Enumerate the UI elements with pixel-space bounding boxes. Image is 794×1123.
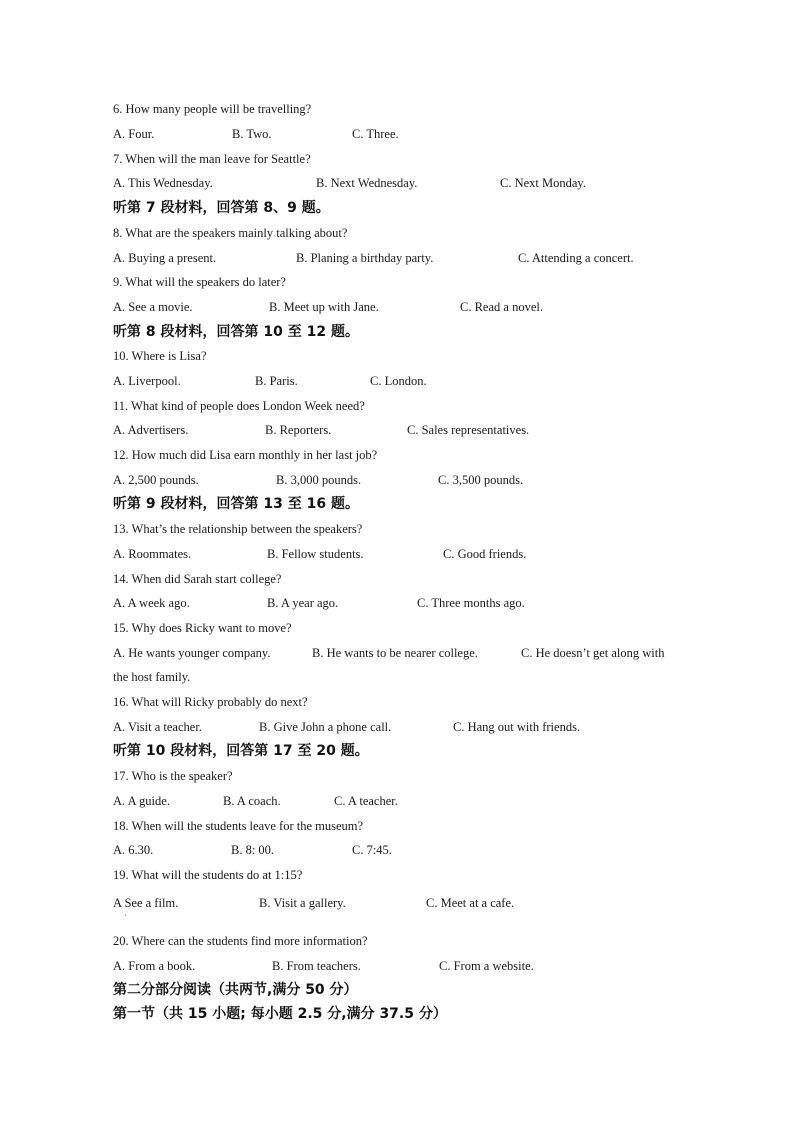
- question-15: 15. Why does Ricky want to move?: [113, 621, 292, 635]
- q16-option-a: A. Visit a teacher.: [113, 720, 202, 734]
- q15-option-c: C. He doesn’t get along with: [521, 646, 665, 660]
- q13-option-a: A. Roommates.: [113, 547, 192, 561]
- q12-option-c: C. 3,500 pounds.: [438, 473, 524, 487]
- q8-option-a: A. Buying a present.: [113, 251, 217, 265]
- q16-option-b: B. Give John a phone call.: [259, 720, 392, 734]
- q15-option-a: A. He wants younger company.: [113, 646, 271, 660]
- question-20: 20. Where can the students find more information?: [113, 934, 368, 948]
- q9-option-b: B. Meet up with Jane.: [269, 300, 379, 314]
- section-one-heading: 第一节（共 15 小题; 每小题 2.5 分,满分 37.5 分）: [113, 1006, 447, 1022]
- q12-option-b: B. 3,000 pounds.: [276, 473, 362, 487]
- q19-option-a: A See a film.: [113, 896, 179, 910]
- q17-option-a: A. A guide.: [113, 794, 170, 808]
- q17-option-b: B. A coach.: [223, 794, 281, 808]
- q12-option-a: A. 2,500 pounds.: [113, 473, 199, 487]
- q7-option-a: A. This Wednesday.: [113, 176, 213, 190]
- question-11: 11. What kind of people does London Week need?: [113, 399, 365, 413]
- question-14: 14. When did Sarah start college?: [113, 572, 282, 586]
- q18-option-b: B. 8: 00.: [231, 843, 275, 857]
- question-19: 19. What will the students do at 1:15?: [113, 868, 303, 882]
- q7-option-b: B. Next Wednesday.: [316, 176, 418, 190]
- q10-option-c: C. London.: [370, 374, 427, 388]
- section-heading-10: 听第 10 段材料，回答第 17 至 20 题。: [113, 743, 369, 759]
- question-7: 7. When will the man leave for Seattle?: [113, 152, 311, 166]
- section-heading-7: 听第 7 段材料，回答第 8、9 题。: [113, 200, 330, 216]
- q15-option-b: B. He wants to be nearer college.: [312, 646, 478, 660]
- q19-option-b: B. Visit a gallery.: [259, 896, 346, 910]
- q19-option-c: C. Meet at a cafe.: [426, 896, 515, 910]
- q14-option-a: A. A week ago.: [113, 596, 190, 610]
- question-6: 6. How many people will be travelling?: [113, 102, 312, 116]
- q6-option-b: B. Two.: [232, 127, 272, 141]
- question-12: 12. How much did Lisa earn monthly in her last job?: [113, 448, 378, 462]
- question-16: 16. What will Ricky probably do next?: [113, 695, 308, 709]
- q8-option-c: C. Attending a concert.: [518, 251, 634, 265]
- question-18: 18. When will the students leave for the museum?: [113, 819, 364, 833]
- q14-option-c: C. Three months ago.: [417, 596, 525, 610]
- section-heading-8: 听第 8 段材料，回答第 10 至 12 题。: [113, 324, 359, 340]
- q17-option-c: C. A teacher.: [334, 794, 398, 808]
- q13-option-c: C. Good friends.: [443, 547, 527, 561]
- part-two-heading: 第二分部分阅读（共两节,满分 50 分）: [113, 982, 358, 998]
- q6-option-a: A. Four.: [113, 127, 155, 141]
- q11-option-b: B. Reporters.: [265, 423, 332, 437]
- q20-option-a: A. From a book.: [113, 959, 196, 973]
- q10-option-b: B. Paris.: [255, 374, 298, 388]
- q11-option-a: A. Advertisers.: [113, 423, 189, 437]
- q11-option-c: C. Sales representatives.: [407, 423, 530, 437]
- q18-option-c: C. 7:45.: [352, 843, 392, 857]
- section-heading-9: 听第 9 段材料，回答第 13 至 16 题。: [113, 496, 359, 512]
- question-10: 10. Where is Lisa?: [113, 349, 207, 363]
- q13-option-b: B. Fellow students.: [267, 547, 364, 561]
- q9-option-a: A. See a movie.: [113, 300, 193, 314]
- question-13: 13. What’s the relationship between the speakers?: [113, 522, 363, 536]
- q20-option-b: B. From teachers.: [272, 959, 361, 973]
- stray-dot: ·: [124, 911, 127, 920]
- q6-option-c: C. Three.: [352, 127, 399, 141]
- q9-option-c: C. Read a novel.: [460, 300, 543, 314]
- question-9: 9. What will the speakers do later?: [113, 275, 286, 289]
- question-17: 17. Who is the speaker?: [113, 769, 233, 783]
- q15-option-c-continued: the host family.: [113, 670, 191, 684]
- q20-option-c: C. From a website.: [439, 959, 534, 973]
- q18-option-a: A. 6.30.: [113, 843, 154, 857]
- q7-option-c: C. Next Monday.: [500, 176, 586, 190]
- q8-option-b: B. Planing a birthday party.: [296, 251, 434, 265]
- question-8: 8. What are the speakers mainly talking about?: [113, 226, 348, 240]
- q16-option-c: C. Hang out with friends.: [453, 720, 581, 734]
- q10-option-a: A. Liverpool.: [113, 374, 181, 388]
- q14-option-b: B. A year ago.: [267, 596, 339, 610]
